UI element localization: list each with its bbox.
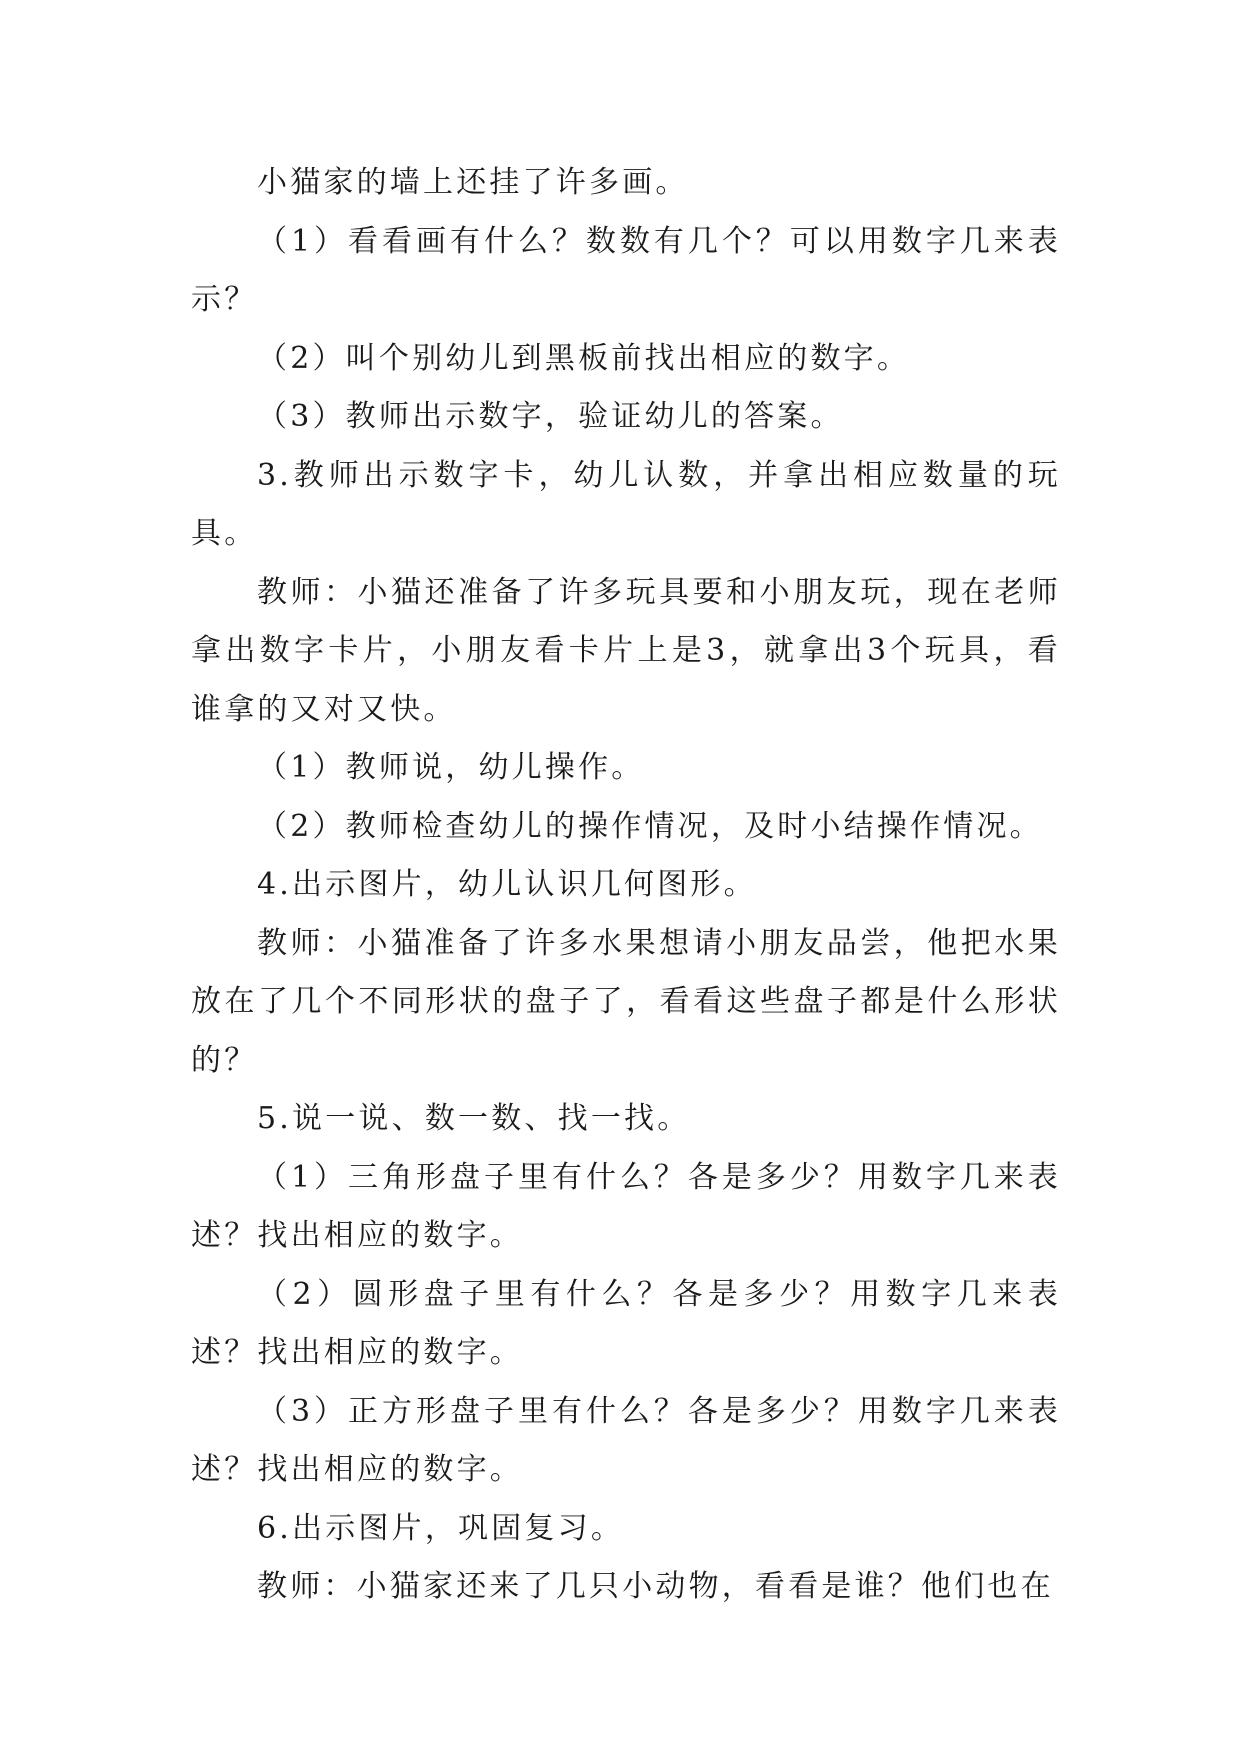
document-body	[191, 154, 1061, 1617]
paragraph: （1）看看画有什么？数数有几个？可以用数字几来表示？	[191, 223, 1061, 317]
paragraph: （3）正方形盘子里有什么？各是多少？用数字几来表述？找出相应的数字。	[191, 1393, 1061, 1487]
paragraph: 4.出示图片，幼儿认识几何图形。	[257, 867, 757, 902]
paragraph: （1）教师说，幼儿操作。	[257, 750, 645, 785]
paragraph: （1）三角形盘子里有什么？各是多少？用数字几来表述？找出相应的数字。	[191, 1159, 1061, 1253]
paragraph: （3）教师出示数字，验证幼儿的答案。	[257, 399, 844, 434]
paragraph: （2）教师检查幼儿的操作情况，及时小结操作情况。	[257, 808, 1043, 844]
paragraph: 6.出示图片，巩固复习。	[257, 1510, 625, 1546]
paragraph: 3.教师出示数字卡，幼儿认数，并拿出相应数量的玩具。	[191, 457, 1061, 551]
paragraph: 小猫家的墙上还挂了许多画。	[257, 165, 689, 200]
paragraph: 5.说一说、数一数、找一找。	[257, 1101, 691, 1136]
paragraph: （2）圆形盘子里有什么？各是多少？用数字几来表述？找出相应的数字。	[191, 1276, 1061, 1370]
paragraph: 教师：小猫家还来了几只小动物，看看是谁？他们也在	[257, 1569, 1054, 1604]
paragraph: 教师：小猫准备了许多水果想请小朋友品尝，他把水果放在了几个不同形状的盘子了，看看这些盘子都是什么形状的？	[191, 925, 1061, 1078]
paragraph: 教师：小猫还准备了许多玩具要和小朋友玩，现在老师拿出数字卡片，小朋友看卡片上是3，就拿出3个玩具，看谁拿的又对又快。	[191, 574, 1061, 727]
paragraph: （2）叫个别幼儿到黑板前找出相应的数字。	[257, 340, 911, 376]
